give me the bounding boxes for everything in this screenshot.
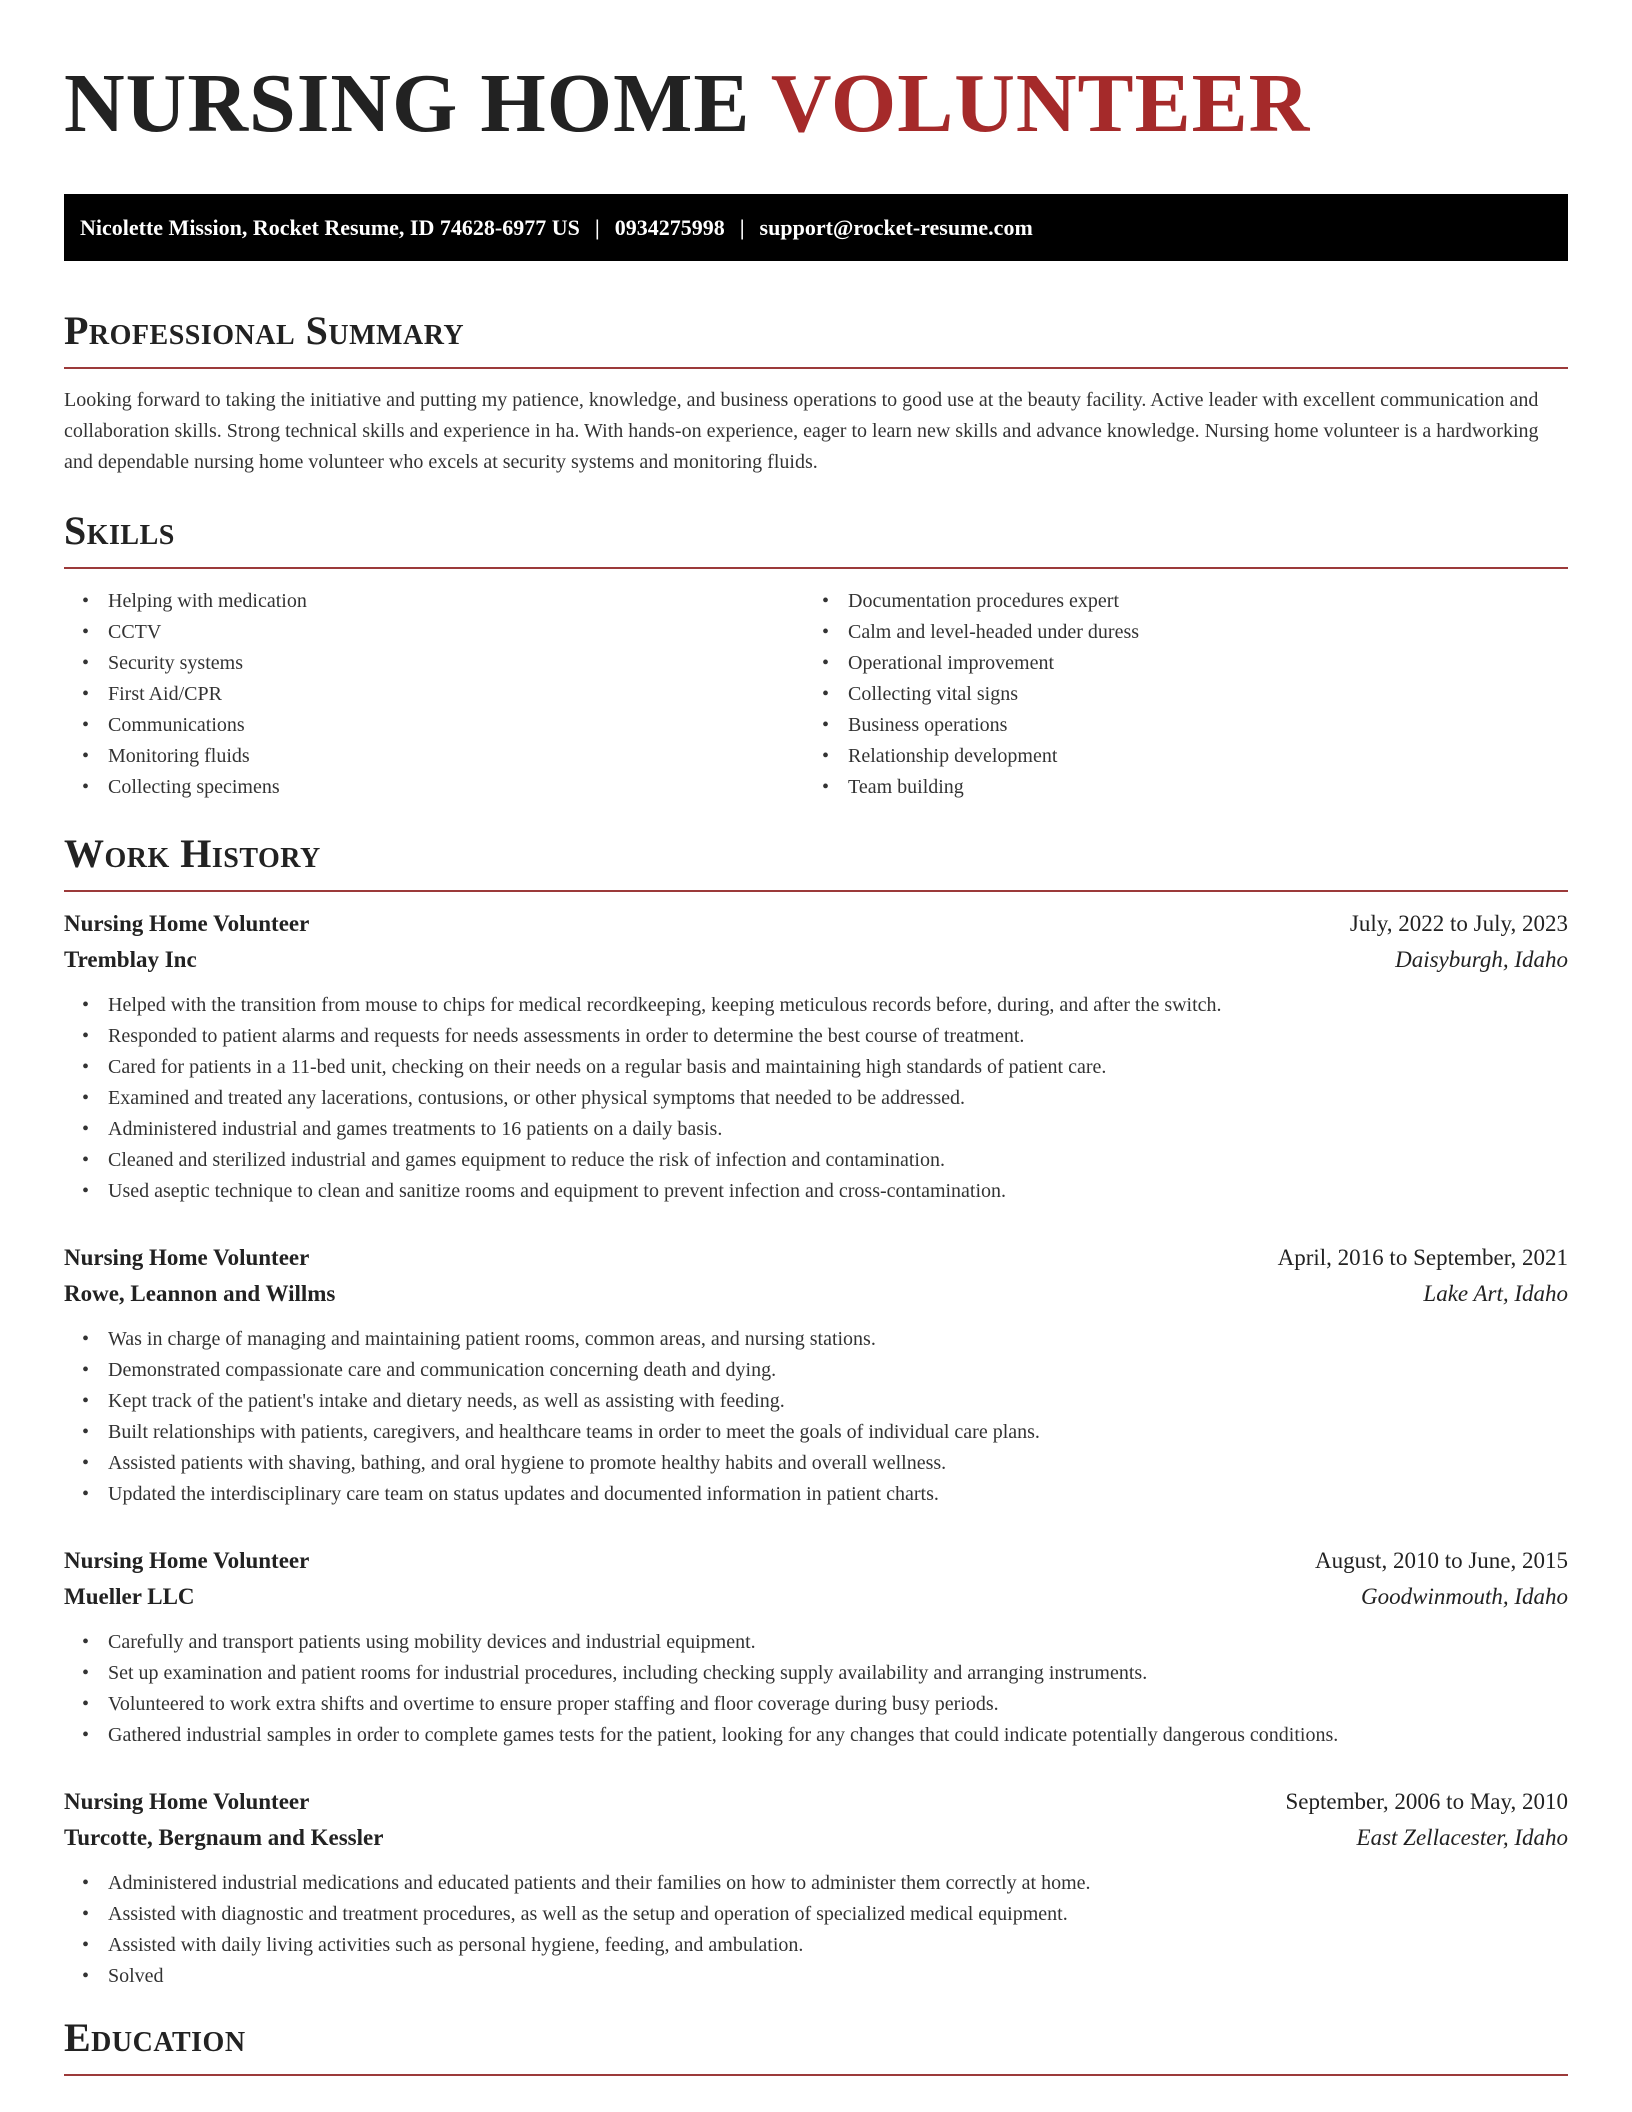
bullet-text: Communications — [108, 714, 245, 736]
skills-list-right — [804, 586, 1544, 803]
job-company: Mueller LLC — [64, 1584, 195, 1609]
bullet-dot: • — [82, 1390, 90, 1412]
bullet-text: Helping with medication — [108, 590, 307, 612]
skill-item — [804, 710, 1544, 741]
bullet-text: Business operations — [848, 714, 1008, 736]
job-company-row — [64, 1820, 1568, 1856]
job-company: Tremblay Inc — [64, 947, 197, 972]
job-duty-item — [64, 1052, 1568, 1083]
contact-separator: | — [594, 214, 600, 240]
section-divider — [64, 567, 1568, 569]
job-dates: April, 2016 to September, 2021 — [1277, 1245, 1568, 1270]
job-duty-item — [64, 1114, 1568, 1145]
bullet-text: Kept track of the patient's intake and dietary needs, as well as assisting with feeding. — [108, 1390, 785, 1412]
job-location: Lake Art, Idaho — [1423, 1281, 1568, 1306]
bullet-text: Cleaned and sterilized industrial and games equipment to reduce the risk of infection and contamination. — [108, 1149, 945, 1171]
bullet-text: Collecting vital signs — [848, 683, 1018, 705]
bullet-text: Administered industrial and games treatments to 16 patients on a daily basis. — [108, 1118, 723, 1140]
bullet-text: Calm and level-headed under duress — [848, 621, 1140, 643]
bullet-text: Assisted patients with shaving, bathing, and oral hygiene to promote healthy habits and overall wellness. — [108, 1452, 947, 1474]
job-duty-item — [64, 1145, 1568, 1176]
contact-separator: | — [739, 214, 745, 240]
skill-item — [804, 679, 1544, 710]
job-company-row — [64, 1579, 1568, 1615]
bullet-dot: • — [82, 1934, 90, 1956]
section-divider — [64, 367, 1568, 369]
bullet-dot: • — [82, 1149, 90, 1171]
bullet-text: Relationship development — [848, 745, 1058, 767]
job-duty-item — [64, 1021, 1568, 1052]
bullet-dot: • — [82, 1483, 90, 1505]
job-list — [64, 906, 1568, 1992]
bullet-text: Team building — [848, 776, 964, 798]
bullet-dot: • — [82, 1452, 90, 1474]
bullet-text: Gathered industrial samples in order to complete games tests for the patient, looking for any changes that could indicate potentially dangerous conditions. — [108, 1724, 1339, 1746]
bullet-dot: • — [822, 621, 830, 643]
bullet-text: Set up examination and patient rooms for industrial procedures, including checking supply availability and arranging instruments. — [108, 1662, 1148, 1684]
job-duty-item — [64, 1386, 1568, 1417]
bullet-dot: • — [82, 1056, 90, 1078]
job-duty-item — [64, 1930, 1568, 1961]
skills-column-left — [64, 586, 804, 803]
bullet-dot: • — [82, 1693, 90, 1715]
bullet-dot: • — [82, 1662, 90, 1684]
job-header-row — [64, 1543, 1568, 1579]
job-location: Daisyburgh, Idaho — [1395, 947, 1568, 972]
bullet-dot: • — [82, 776, 90, 798]
bullet-dot: • — [82, 652, 90, 674]
bullet-text: Examined and treated any lacerations, contusions, or other physical symptoms that needed to be addressed. — [108, 1087, 965, 1109]
bullet-dot: • — [82, 1965, 90, 1987]
summary-text: Looking forward to taking the initiative and putting my patience, knowledge, and business operations to good use at the beauty facility. Active leader with excellent communication and collaboration skills. Strong technical skills and experience in ha. With hands-on experience, eager to learn new skills and advance knowledge. Nursing home volunteer is a hardworking and dependable nursing home volunteer who excels at security systems and monitoring fluids. — [64, 389, 1539, 473]
job-entry — [64, 1543, 1568, 1751]
job-duty-item — [64, 1961, 1568, 1992]
job-company: Turcotte, Bergnaum and Kessler — [64, 1825, 384, 1850]
skill-item — [64, 586, 804, 617]
bullet-dot: • — [822, 683, 830, 705]
job-header-row — [64, 906, 1568, 942]
bullet-dot: • — [82, 1359, 90, 1381]
bullet-text: Assisted with diagnostic and treatment procedures, as well as the setup and operation of specialized medical equipment. — [108, 1903, 1068, 1925]
skills-columns — [64, 586, 1568, 803]
bullet-text: Operational improvement — [848, 652, 1055, 674]
title-main: NURSING HOME — [64, 57, 751, 150]
job-duties-list — [64, 1627, 1568, 1751]
bullet-dot: • — [82, 1872, 90, 1894]
bullet-text: Administered industrial medications and educated patients and their families on how to administer them correctly at home. — [108, 1872, 1091, 1894]
job-duty-item — [64, 1448, 1568, 1479]
bullet-dot: • — [822, 745, 830, 767]
bullet-text: Was in charge of managing and maintaining patient rooms, common areas, and nursing stations. — [108, 1328, 876, 1350]
job-duty-item — [64, 1324, 1568, 1355]
bullet-dot: • — [82, 745, 90, 767]
bullet-dot: • — [82, 1087, 90, 1109]
title-accent: VOLUNTEER — [770, 57, 1311, 150]
job-duty-item — [64, 1627, 1568, 1658]
bullet-dot: • — [82, 1328, 90, 1350]
bullet-dot: • — [822, 652, 830, 674]
bullet-text: Used aseptic technique to clean and sanitize rooms and equipment to prevent infection and cross-contamination. — [108, 1180, 1007, 1202]
job-duty-item — [64, 1899, 1568, 1930]
bullet-text: Monitoring fluids — [108, 745, 250, 767]
job-dates: September, 2006 to May, 2010 — [1285, 1789, 1568, 1814]
bullet-dot: • — [82, 1180, 90, 1202]
bullet-text: Assisted with daily living activities such as personal hygiene, feeding, and ambulation. — [108, 1934, 804, 1956]
bullet-dot: • — [82, 683, 90, 705]
bullet-text: Documentation procedures expert — [848, 590, 1120, 612]
job-duties-list — [64, 990, 1568, 1207]
job-title: Nursing Home Volunteer — [64, 1245, 310, 1270]
bullet-text: First Aid/CPR — [108, 683, 222, 705]
skill-item — [804, 772, 1544, 803]
bullet-dot: • — [82, 621, 90, 643]
contact-bar — [64, 194, 1568, 261]
skill-item — [804, 741, 1544, 772]
skill-item — [804, 648, 1544, 679]
bullet-dot: • — [82, 1631, 90, 1653]
job-duty-item — [64, 1658, 1568, 1689]
job-duty-item — [64, 990, 1568, 1021]
job-entry — [64, 1784, 1568, 1992]
contact-address: Nicolette Mission, Rocket Resume, ID 74628-6977 US — [80, 214, 580, 240]
bullet-text: Cared for patients in a 11-bed unit, checking on their needs on a regular basis and maintaining high standards of patient care. — [108, 1056, 1107, 1078]
section-divider — [64, 890, 1568, 892]
job-duty-item — [64, 1479, 1568, 1510]
skill-item — [64, 772, 804, 803]
job-duty-item — [64, 1689, 1568, 1720]
job-duty-item — [64, 1417, 1568, 1448]
bullet-dot: • — [82, 1724, 90, 1746]
bullet-dot: • — [82, 590, 90, 612]
job-company-row — [64, 942, 1568, 978]
skill-item — [64, 617, 804, 648]
bullet-text: Demonstrated compassionate care and communication concerning death and dying. — [108, 1359, 777, 1381]
job-dates: August, 2010 to June, 2015 — [1315, 1548, 1568, 1573]
job-duty-item — [64, 1083, 1568, 1114]
job-duty-item — [64, 1720, 1568, 1751]
bullet-dot: • — [82, 1118, 90, 1140]
skills-heading: Skills — [64, 508, 175, 553]
bullet-text: Collecting specimens — [108, 776, 280, 798]
job-company: Rowe, Leannon and Willms — [64, 1281, 336, 1306]
skills-column-right — [804, 586, 1544, 803]
bullet-dot: • — [822, 776, 830, 798]
job-company-row — [64, 1276, 1568, 1312]
education-heading: Education — [64, 2015, 246, 2060]
skill-item — [64, 648, 804, 679]
job-title: Nursing Home Volunteer — [64, 1548, 310, 1573]
job-header-row — [64, 1784, 1568, 1820]
skill-item — [64, 741, 804, 772]
contact-phone: 0934275998 — [614, 214, 725, 240]
skill-item — [64, 710, 804, 741]
bullet-text: Solved — [108, 1965, 164, 1987]
section-divider — [64, 2074, 1568, 2076]
bullet-text: Built relationships with patients, caregivers, and healthcare teams in order to meet the goals of individual care plans. — [108, 1421, 1040, 1443]
job-duty-item — [64, 1355, 1568, 1386]
bullet-dot: • — [82, 994, 90, 1016]
summary-heading: Professional Summary — [64, 308, 465, 353]
job-entry — [64, 906, 1568, 1207]
job-title: Nursing Home Volunteer — [64, 911, 310, 936]
skill-item — [804, 586, 1544, 617]
contact-email: support@rocket-resume.com — [759, 214, 1033, 240]
resume-title — [64, 58, 1568, 150]
job-duties-list — [64, 1324, 1568, 1510]
job-entry — [64, 1240, 1568, 1510]
bullet-dot: • — [82, 1025, 90, 1047]
skill-item — [64, 679, 804, 710]
skills-list-left — [64, 586, 804, 803]
work-history-heading: Work History — [64, 831, 321, 876]
bullet-text: Helped with the transition from mouse to chips for medical recordkeeping, keeping meticulous records before, during, and after the switch. — [108, 994, 1222, 1016]
bullet-text: Responded to patient alarms and requests for needs assessments in order to determine the best course of treatment. — [108, 1025, 1025, 1047]
bullet-dot: • — [822, 714, 830, 736]
job-title: Nursing Home Volunteer — [64, 1789, 310, 1814]
bullet-dot: • — [822, 590, 830, 612]
skill-item — [804, 617, 1544, 648]
job-duty-item — [64, 1176, 1568, 1207]
bullet-text: Carefully and transport patients using mobility devices and industrial equipment. — [108, 1631, 756, 1653]
bullet-text: Volunteered to work extra shifts and overtime to ensure proper staffing and floor coverage during busy periods. — [108, 1693, 999, 1715]
job-duty-item — [64, 1868, 1568, 1899]
bullet-text: Security systems — [108, 652, 243, 674]
bullet-dot: • — [82, 714, 90, 736]
bullet-dot: • — [82, 1903, 90, 1925]
job-location: Goodwinmouth, Idaho — [1361, 1584, 1568, 1609]
job-location: East Zellacester, Idaho — [1356, 1825, 1568, 1850]
bullet-text: CCTV — [108, 621, 162, 643]
job-dates: July, 2022 to July, 2023 — [1349, 911, 1568, 936]
bullet-text: Updated the interdisciplinary care team on status updates and documented information in patient charts. — [108, 1483, 939, 1505]
job-header-row — [64, 1240, 1568, 1276]
job-duties-list — [64, 1868, 1568, 1992]
bullet-dot: • — [82, 1421, 90, 1443]
